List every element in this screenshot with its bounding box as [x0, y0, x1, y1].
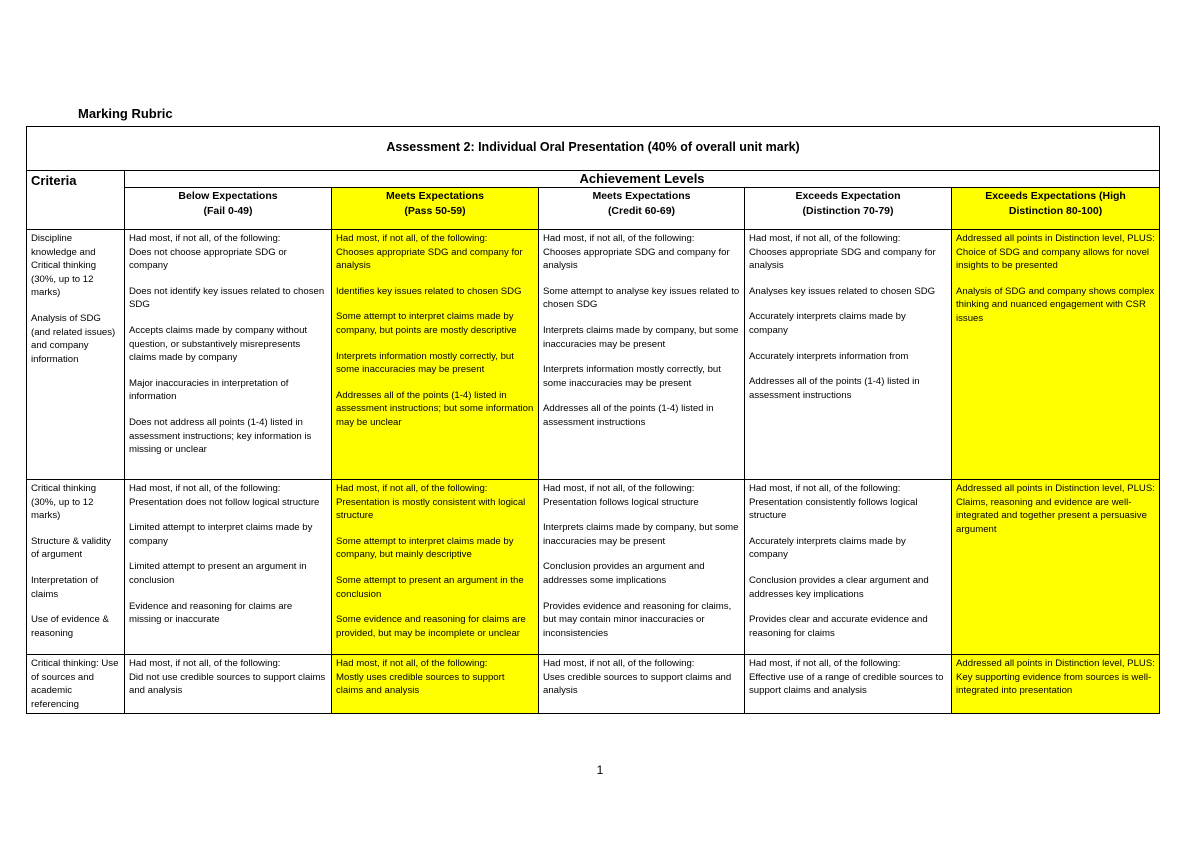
desc-credit: Had most, if not all, of the following: Presentation follows logical structure Interprets claims made by company, but some inaccuracies may be present Conclusion provides an argument and addresses some implications Provides evidence and reasoning for claims, but may contain minor inaccuracies or inconsistencies: [539, 480, 745, 655]
marking-rubric-table: [26, 126, 1160, 714]
desc-fail: Had most, if not all, of the following: Does not choose appropriate SDG or company Does not identify key issues related to chosen SDG Accepts claims made by company without question, or substantively misrepresents claims made by company Major inaccuracies in interpretation of information Does not address all points (1-4) listed in assessment instructions; key information is missing or unclear: [125, 230, 332, 480]
level-header-fail: Below Expectations (Fail 0-49): [125, 188, 332, 230]
desc-credit: Had most, if not all, of the following: Chooses appropriate SDG and company for analysis Some attempt to analyse key issues related to chosen SDG Interprets claims made by company, but some inaccuracies may be present Interprets information mostly correctly, but some inaccuracies may be present Addresses all of the points (1-4) listed in assessment instructions: [539, 230, 745, 480]
rubric-row-critical-thinking: [27, 480, 1160, 655]
rubric-row-discipline-knowledge: [27, 230, 1160, 480]
criteria-cell: Critical thinking (30%, up to 12 marks) Structure & validity of argument Interpretation of claims Use of evidence & reasoning: [27, 480, 125, 655]
desc-distinction: Had most, if not all, of the following: Chooses appropriate SDG and company for analysis Analyses key issues related to chosen SDG Accurately interprets claims made by company Accurately interprets information from Addresses all of the points (1-4) listed in assessment instructions: [745, 230, 952, 480]
criteria-header: Criteria: [27, 171, 125, 230]
desc-distinction: Had most, if not all, of the following: Presentation consistently follows logical structure Accurately interprets claims made by company Conclusion provides a clear argument and addresses key implications Provides clear and accurate evidence and reasoning for claims: [745, 480, 952, 655]
level-header-credit: Meets Expectations (Credit 60-69): [539, 188, 745, 230]
criteria-cell: Critical thinking: Use of sources and academic referencing: [27, 655, 125, 714]
desc-pass: Had most, if not all, of the following: Mostly uses credible sources to support claims and analysis: [332, 655, 539, 714]
document-title: Marking Rubric: [78, 106, 173, 121]
desc-high-distinction: Addressed all points in Distinction level, PLUS: Claims, reasoning and evidence are well-integrated and together present a persuasive argument: [952, 480, 1160, 655]
desc-high-distinction: Addressed all points in Distinction level, PLUS: Choice of SDG and company allows for novel insights to be presented Analysis of SDG and company shows complex thinking and nuanced engagement with CSR issues: [952, 230, 1160, 480]
desc-pass: Had most, if not all, of the following: Presentation is mostly consistent with logical structure Some attempt to interpret claims made by company, but mainly descriptive Some attempt to present an argument in the conclusion Some evidence and reasoning for claims are provided, but may be incomplete or unclear: [332, 480, 539, 655]
desc-credit: Had most, if not all, of the following: Uses credible sources to support claims and analysis: [539, 655, 745, 714]
assessment-title: Assessment 2: Individual Oral Presentation (40% of overall unit mark): [27, 127, 1160, 171]
desc-high-distinction: Addressed all points in Distinction level, PLUS: Key supporting evidence from sources is well-integrated into presentation: [952, 655, 1160, 714]
level-header-pass: Meets Expectations (Pass 50-59): [332, 188, 539, 230]
level-header-distinction: Exceeds Expectation (Distinction 70-79): [745, 188, 952, 230]
desc-pass: Had most, if not all, of the following: Chooses appropriate SDG and company for analysis Identifies key issues related to chosen SDG Some attempt to interpret claims made by company, but points are mostly descriptive Interprets information mostly correctly, but some inaccuracies may be present Addresses all of the points (1-4) listed in assessment instructions; but some information may be unclear: [332, 230, 539, 480]
page-number: 1: [596, 763, 604, 777]
desc-distinction: Had most, if not all, of the following: Effective use of a range of credible sources to support claims and analysis: [745, 655, 952, 714]
achievement-levels-header: Achievement Levels: [125, 171, 1160, 188]
desc-fail: Had most, if not all, of the following: Presentation does not follow logical structure Limited attempt to interpret claims made by company Limited attempt to present an argument in conclusion Evidence and reasoning for claims are missing or inaccurate: [125, 480, 332, 655]
criteria-cell: Discipline knowledge and Critical thinking (30%, up to 12 marks) Analysis of SDG (and related issues) and company information: [27, 230, 125, 480]
level-header-high-distinction: Exceeds Expectations (High Distinction 80-100): [952, 188, 1160, 230]
rubric-row-sources-referencing: [27, 655, 1160, 714]
desc-fail: Had most, if not all, of the following: Did not use credible sources to support claims and analysis: [125, 655, 332, 714]
